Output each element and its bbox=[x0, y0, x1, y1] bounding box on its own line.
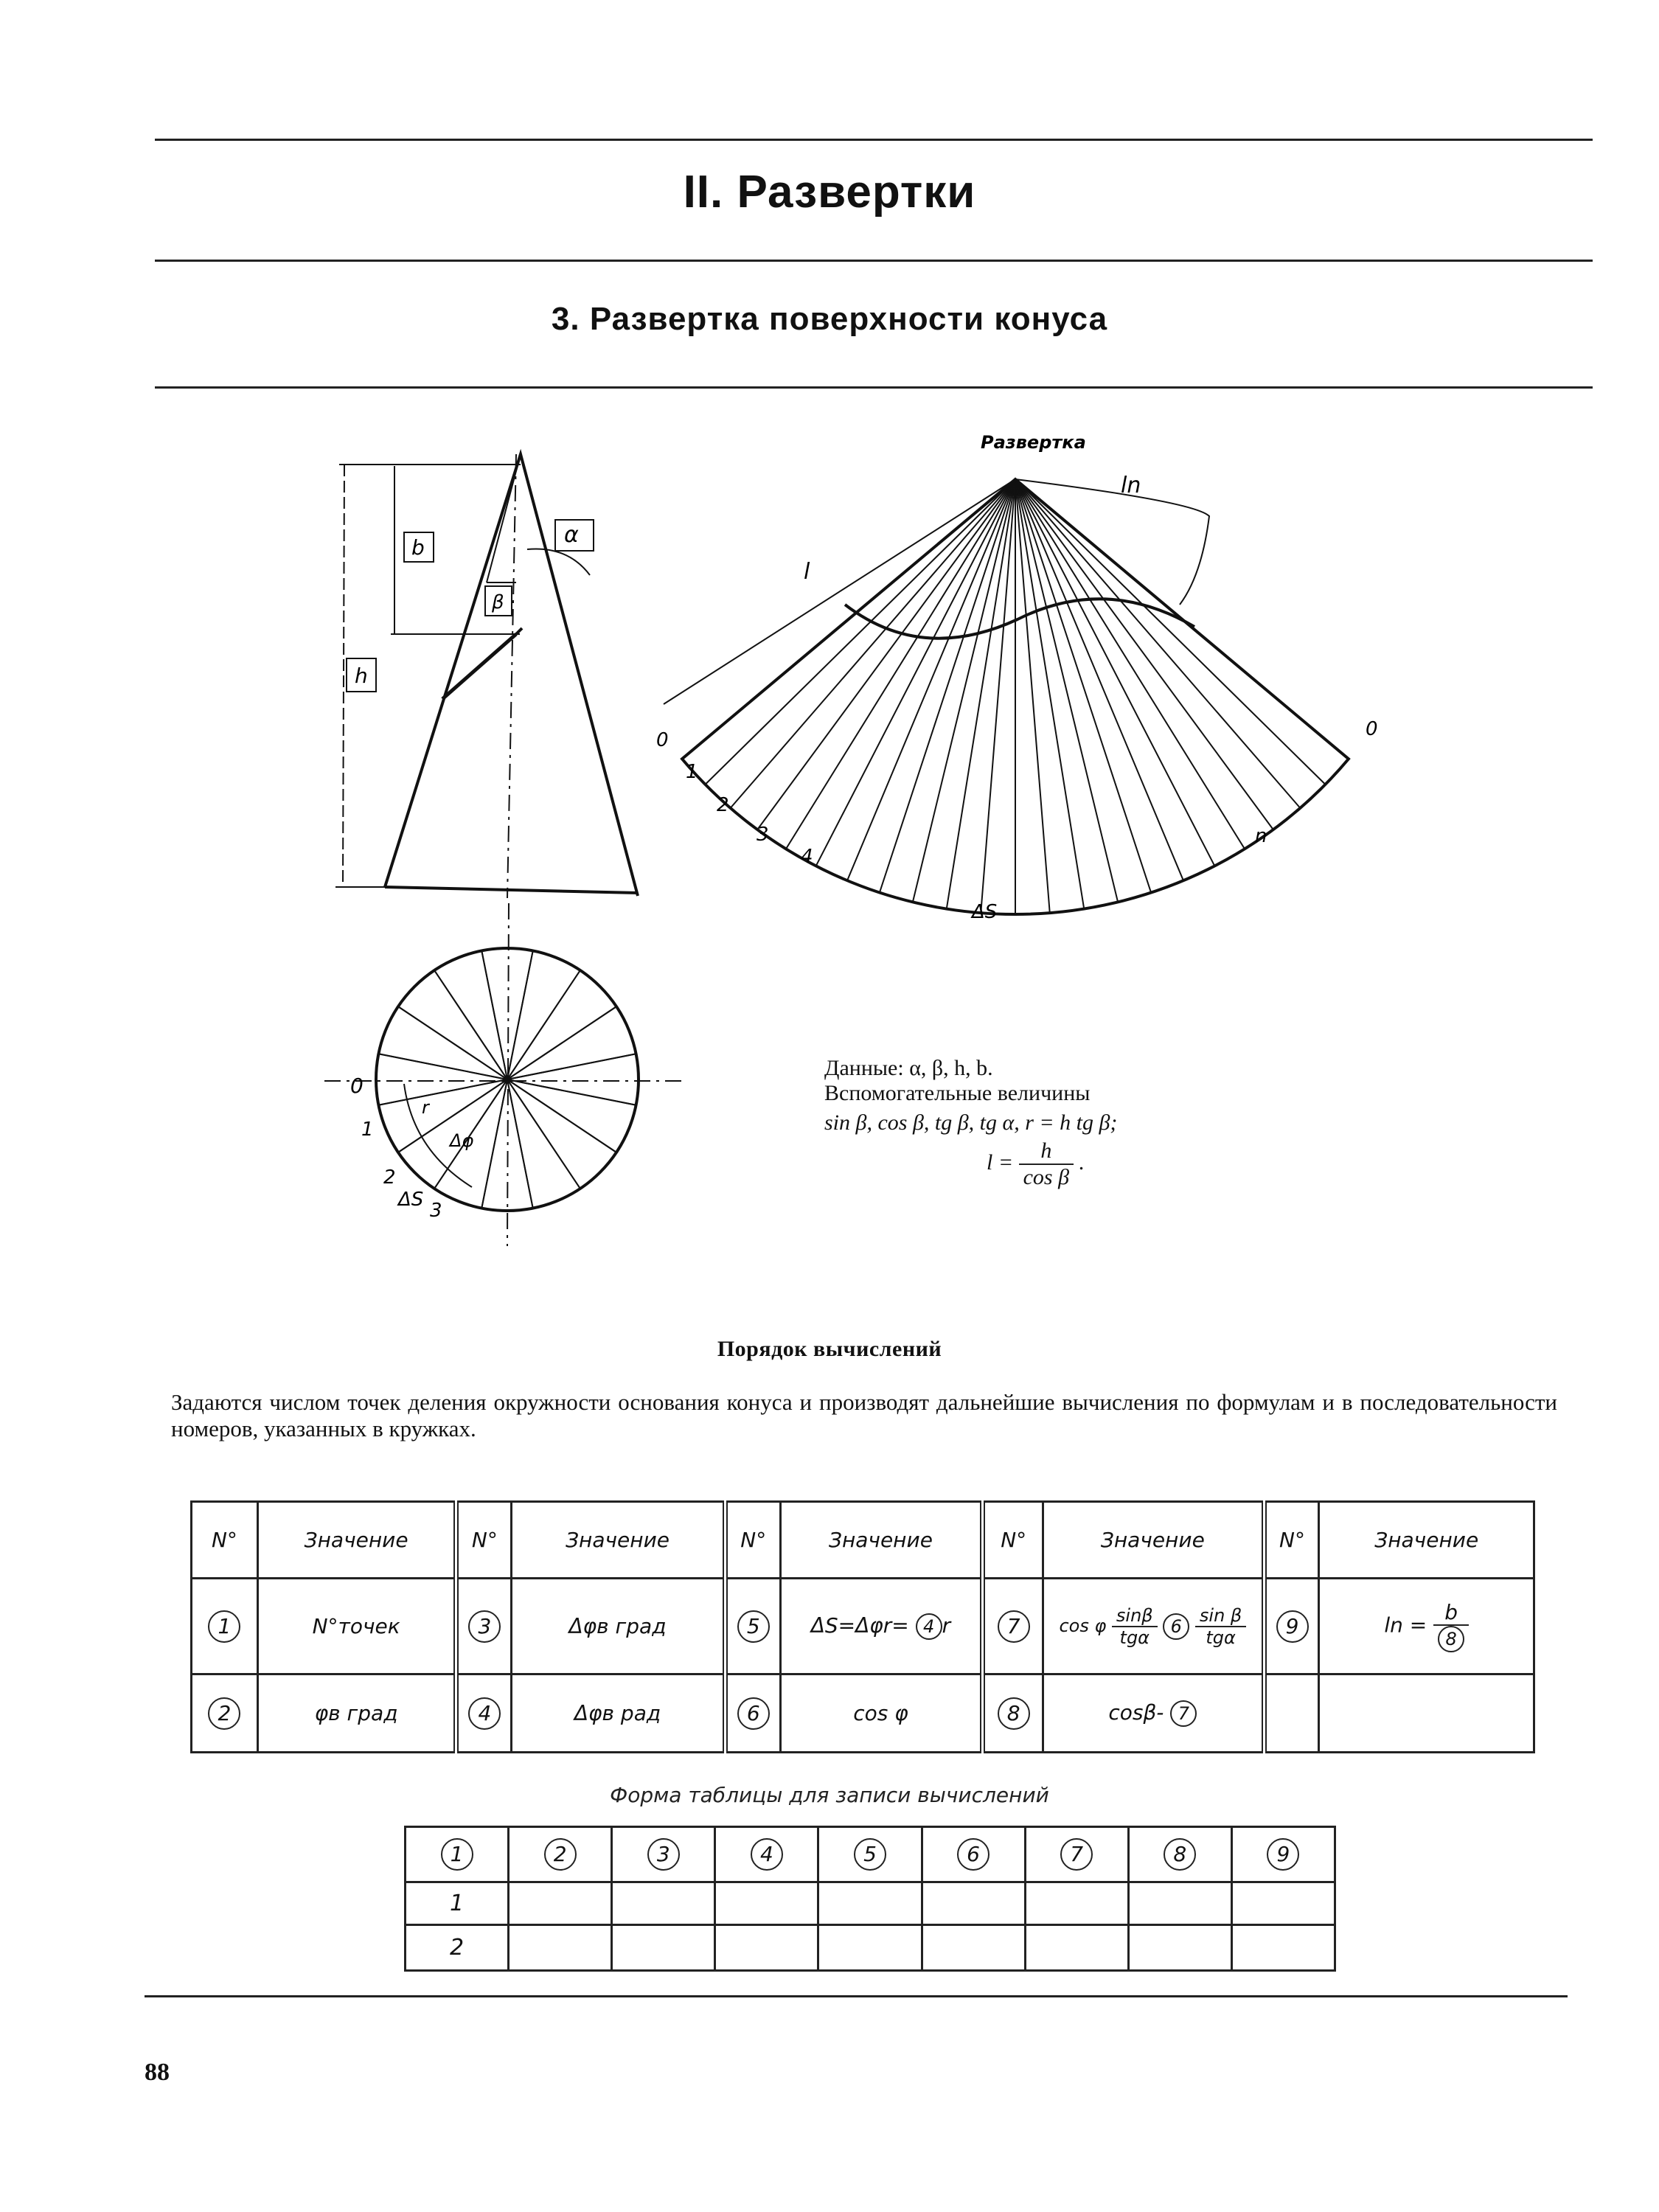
step-1-no: 1 bbox=[192, 1579, 258, 1674]
sector-development bbox=[664, 479, 1349, 914]
cone-top-view bbox=[324, 903, 682, 1246]
record-row-1-label: 1 bbox=[406, 1882, 509, 1925]
head-no-3: N° bbox=[725, 1502, 780, 1579]
label-circle-0: 0 bbox=[350, 1074, 364, 1098]
label-alpha: α bbox=[564, 522, 579, 548]
step-2-value: φв град bbox=[257, 1674, 456, 1753]
label-circle-1: 1 bbox=[361, 1119, 374, 1141]
label-circle-ds: ΔS bbox=[398, 1189, 424, 1211]
step-5-value: ΔS=Δφr= 4 r bbox=[780, 1579, 983, 1674]
record-head-3: 3 bbox=[612, 1827, 715, 1882]
head-value-5: Значение bbox=[1319, 1502, 1534, 1579]
step-9-no: 9 bbox=[1264, 1579, 1319, 1674]
label-sector-n: n bbox=[1255, 825, 1267, 847]
step-8-no: 8 bbox=[983, 1674, 1043, 1753]
table-form-caption: Форма таблицы для записи вычислений bbox=[610, 1783, 1049, 1807]
given-line2: Вспомогательные величины bbox=[824, 1081, 1091, 1105]
head-value-3: Значение bbox=[780, 1502, 983, 1579]
sector-ray-line bbox=[1015, 479, 1214, 866]
bottom-rule bbox=[145, 1995, 1568, 1997]
label-sector-0-right: 0 bbox=[1366, 718, 1378, 740]
sector-ray-line bbox=[1015, 479, 1245, 849]
head-value-1: Значение bbox=[257, 1502, 456, 1579]
step-6-value: cos φ bbox=[780, 1674, 983, 1753]
sector-ray-line bbox=[981, 479, 1015, 913]
label-circle-3: 3 bbox=[430, 1200, 442, 1222]
head-no-1: N° bbox=[192, 1502, 258, 1579]
formula-lhs: l = bbox=[987, 1150, 1014, 1175]
label-sector-2: 2 bbox=[717, 794, 729, 816]
record-head-4: 4 bbox=[715, 1827, 818, 1882]
table-row bbox=[406, 1925, 1335, 1971]
sector-ray-line bbox=[757, 479, 1015, 830]
calc-order-heading: Порядок вычислений bbox=[717, 1337, 942, 1361]
sector-ray-line bbox=[1015, 479, 1050, 913]
sector-ray-line bbox=[1015, 479, 1183, 880]
head-no-4: N° bbox=[983, 1502, 1043, 1579]
sector-ray-line bbox=[1015, 479, 1300, 808]
formula-numerator: h bbox=[1019, 1138, 1074, 1165]
label-circle-dphi: Δφ bbox=[450, 1130, 474, 1151]
record-head-5: 5 bbox=[818, 1827, 922, 1882]
record-head-9: 9 bbox=[1231, 1827, 1335, 1882]
formula-end: . bbox=[1079, 1150, 1085, 1175]
formula-denominator: cos β bbox=[1023, 1165, 1070, 1189]
label-h: h bbox=[355, 664, 368, 688]
table-row bbox=[406, 1882, 1335, 1925]
step-4-value: Δφв рад bbox=[512, 1674, 725, 1753]
record-head-2: 2 bbox=[509, 1827, 612, 1882]
step-2-no: 2 bbox=[192, 1674, 258, 1753]
record-head-6: 6 bbox=[922, 1827, 1025, 1882]
given-line1: Данные: α, β, h, b. bbox=[824, 1056, 993, 1080]
record-head-1: 1 bbox=[406, 1827, 509, 1882]
label-sector-0-left: 0 bbox=[656, 729, 669, 751]
step-8-value: cosβ- 7 bbox=[1043, 1674, 1264, 1753]
step-3-value: Δφв град bbox=[512, 1579, 725, 1674]
given-line3: sin β, cos β, tg β, tg α, r = h tg β; bbox=[824, 1110, 1118, 1135]
cone-labels bbox=[347, 520, 594, 692]
label-sector-1: 1 bbox=[686, 761, 698, 783]
step-1-value: N°точек bbox=[257, 1579, 456, 1674]
head-value-4: Значение bbox=[1043, 1502, 1264, 1579]
formula-fraction bbox=[1019, 1138, 1074, 1190]
calc-order-paragraph: Задаются числом точек деления окружности основания конуса и производят дальнейшие вычисления по формулам и в последовательности номеров, указанных в кружках. bbox=[171, 1389, 1557, 1441]
step-3-no: 3 bbox=[456, 1579, 512, 1674]
label-sector-4: 4 bbox=[801, 846, 813, 868]
label-sector-3: 3 bbox=[757, 824, 769, 846]
step-7-no: 7 bbox=[983, 1579, 1043, 1674]
sector-ray-line bbox=[880, 479, 1015, 893]
label-b: b bbox=[411, 535, 425, 560]
given-data bbox=[824, 1056, 1117, 1190]
sector-ray-line bbox=[731, 479, 1015, 808]
page-number: 88 bbox=[145, 2059, 170, 2086]
record-head-7: 7 bbox=[1025, 1827, 1128, 1882]
sector-ray-line bbox=[1015, 479, 1273, 830]
section-title: 3. Развертка поверхности конуса bbox=[551, 301, 1108, 337]
sector-ray-line bbox=[947, 479, 1015, 909]
label-beta: β bbox=[492, 591, 504, 613]
head-no-2: N° bbox=[456, 1502, 512, 1579]
label-development: Развертка bbox=[981, 432, 1086, 453]
label-ln: ln bbox=[1121, 473, 1141, 498]
sector-ray-line bbox=[913, 479, 1015, 902]
step-9-value: ln = $\frac{b}{8}$ bbox=[1319, 1579, 1534, 1674]
record-head-8: 8 bbox=[1128, 1827, 1231, 1882]
step-7-value: cos φ $\frac{\sin\beta}{\text{tgα}}$ 6 $\frac{\text{sin β}}{\text{tgα}}$ bbox=[1043, 1579, 1264, 1674]
label-circle-r: r bbox=[422, 1097, 429, 1118]
label-sector-ds: ΔS bbox=[972, 901, 998, 923]
formula-table bbox=[190, 1500, 1535, 1753]
head-no-5: N° bbox=[1264, 1502, 1319, 1579]
sector-ray-line bbox=[786, 479, 1015, 849]
step-6-no: 6 bbox=[725, 1674, 780, 1753]
sector-ray-line bbox=[1015, 479, 1325, 785]
chapter-title: II. Развертки bbox=[683, 167, 976, 218]
record-row-2-label: 2 bbox=[406, 1925, 509, 1971]
label-l: l bbox=[804, 559, 810, 585]
sector-ray-line bbox=[847, 479, 1015, 880]
sector-ray-line bbox=[706, 479, 1015, 785]
empty-no bbox=[1264, 1674, 1319, 1753]
given-formula bbox=[987, 1138, 1117, 1190]
sector-ray-line bbox=[1015, 479, 1151, 893]
cone-front-view bbox=[335, 454, 638, 898]
record-table bbox=[404, 1826, 1336, 1972]
sector-ray-line bbox=[1015, 479, 1118, 902]
head-value-2: Значение bbox=[512, 1502, 725, 1579]
sector-ray-line bbox=[816, 479, 1015, 866]
sector-ray-line bbox=[1015, 479, 1084, 909]
step-5-no: 5 bbox=[725, 1579, 780, 1674]
step-4-no: 4 bbox=[456, 1674, 512, 1753]
record-table-header bbox=[406, 1827, 1335, 1882]
label-circle-2: 2 bbox=[383, 1166, 396, 1189]
empty-value bbox=[1319, 1674, 1534, 1753]
